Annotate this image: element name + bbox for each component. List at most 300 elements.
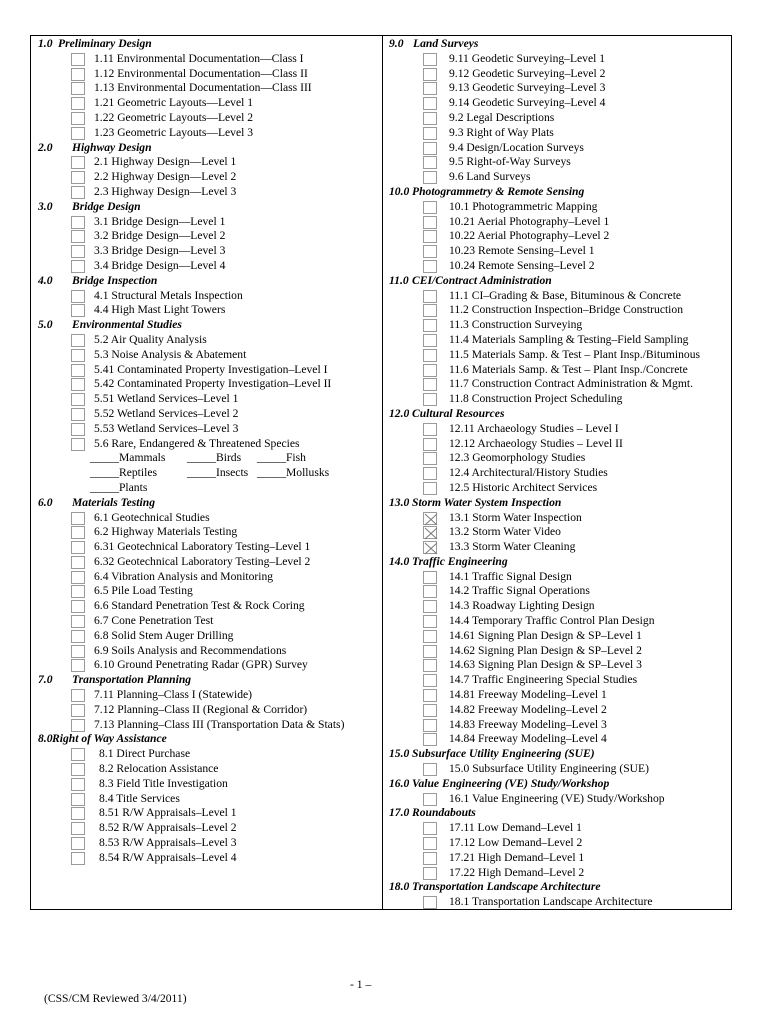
item-label: 9.12 Geodetic Surveying–Level 2 <box>449 66 606 80</box>
checklist-item <box>383 451 732 466</box>
checkbox[interactable] <box>423 482 437 495</box>
section-number: 5.0 <box>38 318 53 332</box>
item-label: 8.1 Direct Purchase <box>99 747 191 761</box>
checkbox[interactable] <box>71 260 85 273</box>
checkbox[interactable] <box>71 556 85 569</box>
checkbox[interactable] <box>71 585 85 598</box>
item-label: 9.2 Legal Descriptions <box>449 110 555 124</box>
section-heading-7-0 <box>30 673 382 688</box>
checklist-item <box>383 141 732 156</box>
item-label: 5.3 Noise Analysis & Abatement <box>94 347 247 361</box>
checklist-item <box>383 584 732 599</box>
checklist-item <box>383 570 732 585</box>
checkbox[interactable] <box>423 689 437 702</box>
checkbox[interactable] <box>71 822 85 835</box>
item-label: 14.3 Roadway Lighting Design <box>449 599 595 613</box>
checkbox[interactable] <box>423 467 437 480</box>
checklist-item <box>383 644 732 659</box>
checklist-item <box>383 52 732 67</box>
checkbox[interactable] <box>71 837 85 850</box>
item-label: 1.23 Geometric Layouts—Level 3 <box>94 125 254 139</box>
checklist-item <box>30 525 382 540</box>
checklist-item <box>30 688 382 703</box>
checklist-item <box>30 422 382 437</box>
checkbox[interactable] <box>423 822 437 835</box>
checkbox[interactable] <box>71 334 85 347</box>
item-label: 5.6 Rare, Endangered & Threatened Species <box>94 436 300 450</box>
checkbox[interactable] <box>423 245 437 258</box>
checkbox[interactable] <box>71 659 85 672</box>
item-label: 11.7 Construction Contract Administration & Mgmt. <box>449 377 693 391</box>
checklist-item <box>30 377 382 392</box>
checklist-item <box>30 614 382 629</box>
checkbox[interactable] <box>71 230 85 243</box>
checkbox[interactable] <box>71 807 85 820</box>
checkbox[interactable] <box>423 260 437 273</box>
section-number: 17.0 <box>389 806 410 820</box>
section-number: 2.0 <box>38 140 53 154</box>
section-title: Materials Testing <box>72 495 155 509</box>
checklist-item <box>30 392 382 407</box>
checklist-item <box>383 614 732 629</box>
item-label: 11.8 Construction Project Scheduling <box>449 392 623 406</box>
checkbox[interactable] <box>423 615 437 628</box>
item-label: 5.2 Air Quality Analysis <box>94 332 207 346</box>
section-title: Bridge Design <box>72 199 141 213</box>
left-column <box>30 37 382 866</box>
item-label: 5.42 Contaminated Property Investigation–Level II <box>94 377 332 391</box>
checklist-item <box>383 200 732 215</box>
section-heading-15-0 <box>383 747 732 762</box>
checkbox[interactable] <box>71 748 85 761</box>
checkbox[interactable] <box>423 793 437 806</box>
checkbox[interactable] <box>71 615 85 628</box>
checkbox[interactable] <box>423 290 437 303</box>
species-blank[interactable]: _____Reptiles <box>90 466 157 480</box>
item-label: 2.2 Highway Design—Level 2 <box>94 170 237 184</box>
checklist-item <box>383 67 732 82</box>
checkbox[interactable] <box>71 408 85 421</box>
section-title: CEI/Contract Administration <box>412 273 552 287</box>
checkbox[interactable] <box>423 201 437 214</box>
checklist-item <box>383 629 732 644</box>
checklist-item <box>383 259 732 274</box>
checkbox[interactable] <box>71 53 85 66</box>
item-label: 10.1 Photogrammetric Mapping <box>449 199 598 213</box>
checklist-item <box>383 437 732 452</box>
checkbox[interactable] <box>71 438 85 451</box>
item-label: 14.7 Traffic Engineering Special Studies <box>449 673 638 687</box>
item-label: 5.52 Wetland Services–Level 2 <box>94 406 239 420</box>
item-label: 3.3 Bridge Design—Level 3 <box>94 244 226 258</box>
section-number: 14.0 <box>389 554 410 568</box>
checkbox[interactable] <box>423 896 437 909</box>
section-title: Environmental Studies <box>72 318 182 332</box>
checklist-item <box>30 599 382 614</box>
checkbox[interactable] <box>71 97 85 110</box>
checklist-item <box>383 673 732 688</box>
item-label: 14.81 Freeway Modeling–Level 1 <box>449 688 607 702</box>
item-label: 9.6 Land Surveys <box>449 170 531 184</box>
item-label: 11.2 Construction Inspection–Bridge Construction <box>449 303 683 317</box>
item-label: 14.82 Freeway Modeling–Level 2 <box>449 702 607 716</box>
item-label: 3.2 Bridge Design—Level 2 <box>94 229 226 243</box>
section-title: Traffic Engineering <box>412 554 508 568</box>
checklist-item <box>383 81 732 96</box>
checklist-item <box>30 437 382 452</box>
item-label: 14.63 Signing Plan Design & SP–Level 3 <box>449 658 642 672</box>
checkbox[interactable] <box>423 837 437 850</box>
section-number: 9.0 <box>389 37 404 50</box>
item-label: 11.4 Materials Sampling & Testing–Field Sampling <box>449 332 689 346</box>
section-heading-16-0 <box>383 777 732 792</box>
item-label: 6.8 Solid Stem Auger Drilling <box>94 628 234 642</box>
checkbox[interactable] <box>71 216 85 229</box>
item-label: 4.1 Structural Metals Inspection <box>94 288 243 302</box>
checkbox[interactable] <box>423 452 437 465</box>
item-label: 5.53 Wetland Services–Level 3 <box>94 421 239 435</box>
checkbox[interactable] <box>423 674 437 687</box>
checklist-item <box>30 215 382 230</box>
section-heading-10-0 <box>383 185 732 200</box>
checkbox[interactable] <box>71 526 85 539</box>
checkbox[interactable] <box>71 512 85 525</box>
section-number: 8.0 <box>38 732 53 746</box>
item-label: 9.14 Geodetic Surveying–Level 4 <box>449 96 606 110</box>
checkbox[interactable] <box>71 186 85 199</box>
item-label: 14.62 Signing Plan Design & SP–Level 2 <box>449 643 642 657</box>
checkbox[interactable] <box>423 319 437 332</box>
checklist-item <box>30 777 382 792</box>
checkbox[interactable] <box>423 645 437 658</box>
checkbox[interactable] <box>423 600 437 613</box>
section-number: 10.0 <box>389 184 410 198</box>
checkbox[interactable] <box>71 719 85 732</box>
item-label: 13.2 Storm Water Video <box>449 525 561 539</box>
checkbox[interactable] <box>423 438 437 451</box>
section-number: 11.0 <box>389 273 409 287</box>
item-label: 9.3 Right of Way Plats <box>449 125 554 139</box>
item-label: 4.4 High Mast Light Towers <box>94 303 226 317</box>
item-label: 8.54 R/W Appraisals–Level 4 <box>99 850 237 864</box>
checkbox[interactable] <box>423 378 437 391</box>
checkbox[interactable] <box>423 53 437 66</box>
species-blank[interactable]: _____Mollusks <box>257 466 330 480</box>
checkbox[interactable] <box>423 97 437 110</box>
checklist-item <box>383 540 732 555</box>
checkbox[interactable] <box>423 867 437 880</box>
item-label: 3.1 Bridge Design—Level 1 <box>94 214 226 228</box>
checklist-item <box>383 466 732 481</box>
section-heading-14-0 <box>383 555 732 570</box>
right-column <box>383 37 732 910</box>
checkbox[interactable] <box>423 334 437 347</box>
checklist-item <box>383 718 732 733</box>
item-label: 6.6 Standard Penetration Test & Rock Coring <box>94 599 305 613</box>
checklist-item <box>30 629 382 644</box>
section-heading-11-0 <box>383 274 732 289</box>
checklist-item <box>30 792 382 807</box>
item-label: 11.1 CI–Grading & Base, Bituminous & Concrete <box>449 288 682 302</box>
section-title: Highway Design <box>72 140 152 154</box>
checkbox[interactable] <box>423 659 437 672</box>
section-heading-18-0 <box>383 880 732 895</box>
checklist-item <box>30 348 382 363</box>
species-blanks-row <box>30 466 382 481</box>
checklist-item <box>30 806 382 821</box>
checklist-item <box>383 155 732 170</box>
section-heading-2-0 <box>30 141 382 156</box>
item-label: 14.1 Traffic Signal Design <box>449 569 572 583</box>
checkbox[interactable] <box>423 68 437 81</box>
item-label: 17.21 High Demand–Level 1 <box>449 850 585 864</box>
item-label: 1.22 Geometric Layouts—Level 2 <box>94 110 254 124</box>
section-title: Right of Way Assistance <box>52 732 167 746</box>
checkbox[interactable] <box>71 245 85 258</box>
item-label: 13.3 Storm Water Cleaning <box>449 540 576 554</box>
item-label: 14.83 Freeway Modeling–Level 3 <box>449 717 607 731</box>
checkbox[interactable] <box>423 216 437 229</box>
checklist-item <box>30 836 382 851</box>
species-blank[interactable]: _____Birds <box>187 451 242 465</box>
checkbox[interactable] <box>423 364 437 377</box>
checkbox[interactable] <box>71 571 85 584</box>
checklist-item <box>30 81 382 96</box>
checklist-item <box>30 747 382 762</box>
checklist-item <box>383 688 732 703</box>
checklist-item <box>383 215 732 230</box>
checklist-item <box>383 895 732 910</box>
item-label: 5.51 Wetland Services–Level 1 <box>94 392 239 406</box>
checkbox[interactable] <box>423 349 437 362</box>
species-blank[interactable]: _____Mammals <box>90 451 166 465</box>
item-label: 2.1 Highway Design—Level 1 <box>94 155 237 169</box>
checklist-item <box>30 718 382 733</box>
checklist-item <box>383 851 732 866</box>
checkbox[interactable] <box>71 349 85 362</box>
item-label: 6.7 Cone Penetration Test <box>94 614 214 628</box>
checklist-item <box>30 185 382 200</box>
checklist-item <box>383 762 732 777</box>
checkbox[interactable] <box>71 112 85 125</box>
checkbox[interactable] <box>71 423 85 436</box>
checklist-item <box>30 703 382 718</box>
checkbox[interactable] <box>71 68 85 81</box>
checkbox[interactable] <box>423 585 437 598</box>
checklist-item <box>30 155 382 170</box>
item-label: 17.11 Low Demand–Level 1 <box>449 821 582 835</box>
section-number: 7.0 <box>38 673 53 687</box>
checkbox[interactable] <box>71 793 85 806</box>
checkbox[interactable] <box>423 127 437 140</box>
item-label: 6.5 Pile Load Testing <box>94 584 193 598</box>
item-label: 11.3 Construction Surveying <box>449 318 583 332</box>
checkbox[interactable] <box>71 600 85 613</box>
section-title: Value Engineering (VE) Study/Workshop <box>412 776 610 790</box>
checkbox[interactable] <box>71 704 85 717</box>
item-label: 9.4 Design/Location Surveys <box>449 140 584 154</box>
item-label: 10.21 Aerial Photography–Level 1 <box>449 214 610 228</box>
checklist-item <box>383 111 732 126</box>
item-label: 2.3 Highway Design—Level 3 <box>94 184 237 198</box>
checkbox[interactable] <box>423 142 437 155</box>
checkbox[interactable] <box>423 423 437 436</box>
section-title: Bridge Inspection <box>72 273 158 287</box>
checklist-item <box>383 348 732 363</box>
checklist-item <box>383 303 732 318</box>
item-label: 8.2 Relocation Assistance <box>99 762 219 776</box>
section-number: 6.0 <box>38 495 53 509</box>
item-label: 8.53 R/W Appraisals–Level 3 <box>99 836 237 850</box>
checklist-item <box>30 333 382 348</box>
section-heading-17-0 <box>383 806 732 821</box>
item-label: 10.23 Remote Sensing–Level 1 <box>449 244 595 258</box>
item-label: 9.13 Geodetic Surveying–Level 3 <box>449 81 606 95</box>
species-blank[interactable]: _____Fish <box>257 451 306 465</box>
checklist-item <box>30 540 382 555</box>
section-number: 3.0 <box>38 199 53 213</box>
checklist-item <box>30 762 382 777</box>
checklist-item <box>30 363 382 378</box>
item-label: 12.4 Architectural/History Studies <box>449 466 608 480</box>
checked-checkbox[interactable] <box>423 526 437 539</box>
checklist-item <box>383 599 732 614</box>
section-number: 12.0 <box>389 406 410 420</box>
item-label: 9.11 Geodetic Surveying–Level 1 <box>449 51 606 65</box>
item-label: 6.2 Highway Materials Testing <box>94 525 238 539</box>
item-label: 16.1 Value Engineering (VE) Study/Workshop <box>449 791 665 805</box>
section-title: Cultural Resources <box>412 406 505 420</box>
checklist-item <box>383 422 732 437</box>
checkbox[interactable] <box>71 763 85 776</box>
checklist-item <box>30 644 382 659</box>
checklist-item <box>383 126 732 141</box>
checkbox[interactable] <box>423 704 437 717</box>
item-label: 6.10 Ground Penetrating Radar (GPR) Survey <box>94 658 308 672</box>
item-label: 1.12 Environmental Documentation—Class II <box>94 66 308 80</box>
checkbox[interactable] <box>71 290 85 303</box>
checklist-item <box>383 244 732 259</box>
item-label: 14.2 Traffic Signal Operations <box>449 584 590 598</box>
checkbox[interactable] <box>71 393 85 406</box>
species-blanks-row <box>30 481 382 496</box>
checkbox[interactable] <box>423 571 437 584</box>
section-number: 4.0 <box>38 273 53 287</box>
checked-checkbox[interactable] <box>423 512 437 525</box>
section-heading-5-0 <box>30 318 382 333</box>
item-label: 6.32 Geotechnical Laboratory Testing–Level 2 <box>94 554 311 568</box>
checklist-item <box>383 96 732 111</box>
checklist-item <box>30 126 382 141</box>
species-blank[interactable]: _____Plants <box>90 480 148 494</box>
item-label: 9.5 Right-of-Way Surveys <box>449 155 571 169</box>
checkbox[interactable] <box>71 304 85 317</box>
section-heading-8-0 <box>30 732 382 747</box>
item-label: 1.21 Geometric Layouts—Level 1 <box>94 96 254 110</box>
item-label: 11.6 Materials Samp. & Test – Plant Insp./Concrete <box>449 362 688 376</box>
checkbox[interactable] <box>71 378 85 391</box>
section-heading-1-0 <box>30 37 382 52</box>
checkbox[interactable] <box>71 645 85 658</box>
checkbox[interactable] <box>423 171 437 184</box>
checklist-item <box>383 392 732 407</box>
item-label: 10.24 Remote Sensing–Level 2 <box>449 258 595 272</box>
item-label: 12.11 Archaeology Studies – Level I <box>449 421 619 435</box>
section-heading-4-0 <box>30 274 382 289</box>
section-number: 16.0 <box>389 776 410 790</box>
checkbox[interactable] <box>71 82 85 95</box>
checklist-item <box>30 67 382 82</box>
checklist-item <box>383 289 732 304</box>
checkbox[interactable] <box>423 719 437 732</box>
item-label: 6.31 Geotechnical Laboratory Testing–Level 1 <box>94 540 311 554</box>
checkbox[interactable] <box>423 630 437 643</box>
checkbox[interactable] <box>71 156 85 169</box>
section-heading-13-0 <box>383 496 732 511</box>
checkbox[interactable] <box>71 852 85 865</box>
checklist-item <box>383 792 732 807</box>
item-label: 1.11 Environmental Documentation—Class I <box>94 51 304 65</box>
checklist-item <box>30 570 382 585</box>
checklist-item <box>383 170 732 185</box>
checklist-item <box>30 229 382 244</box>
checklist-item <box>30 851 382 866</box>
checkbox[interactable] <box>423 393 437 406</box>
checkbox[interactable] <box>423 852 437 865</box>
checklist-item <box>30 96 382 111</box>
checkbox[interactable] <box>423 82 437 95</box>
checkbox[interactable] <box>423 733 437 746</box>
item-label: 7.13 Planning–Class III (Transportation Data & Stats) <box>94 717 345 731</box>
item-label: 7.12 Planning–Class II (Regional & Corridor) <box>94 702 308 716</box>
checked-checkbox[interactable] <box>423 541 437 554</box>
item-label: 8.51 R/W Appraisals–Level 1 <box>99 806 237 820</box>
page-number: - 1 – <box>350 978 372 991</box>
checkbox[interactable] <box>423 763 437 776</box>
section-number: 18.0 <box>389 880 410 894</box>
item-label: 17.22 High Demand–Level 2 <box>449 865 585 879</box>
item-label: 10.22 Aerial Photography–Level 2 <box>449 229 610 243</box>
section-heading-3-0 <box>30 200 382 215</box>
item-label: 14.4 Temporary Traffic Control Plan Design <box>449 614 655 628</box>
checkbox[interactable] <box>71 127 85 140</box>
item-label: 12.5 Historic Architect Services <box>449 480 598 494</box>
item-label: 18.1 Transportation Landscape Architecture <box>449 895 653 909</box>
item-label: 14.61 Signing Plan Design & SP–Level 1 <box>449 628 642 642</box>
checkbox[interactable] <box>71 541 85 554</box>
checklist-item <box>30 52 382 67</box>
section-number: 13.0 <box>389 495 410 509</box>
section-title: Photogrammetry & Remote Sensing <box>412 184 585 198</box>
checkbox[interactable] <box>423 230 437 243</box>
checkbox[interactable] <box>423 156 437 169</box>
item-label: 3.4 Bridge Design—Level 4 <box>94 258 226 272</box>
item-label: 6.4 Vibration Analysis and Monitoring <box>94 569 274 583</box>
checkbox[interactable] <box>71 364 85 377</box>
item-label: 6.9 Soils Analysis and Recommendations <box>94 643 287 657</box>
checklist-item <box>30 111 382 126</box>
checkbox[interactable] <box>423 304 437 317</box>
checkbox[interactable] <box>71 171 85 184</box>
checkbox[interactable] <box>423 112 437 125</box>
species-blank[interactable]: _____Insects <box>187 466 249 480</box>
item-label: 8.3 Field Title Investigation <box>99 776 228 790</box>
item-label: 12.3 Geomorphology Studies <box>449 451 586 465</box>
section-number: 1.0 <box>38 37 53 50</box>
checkbox[interactable] <box>71 630 85 643</box>
checkbox[interactable] <box>71 689 85 702</box>
checkbox[interactable] <box>71 778 85 791</box>
